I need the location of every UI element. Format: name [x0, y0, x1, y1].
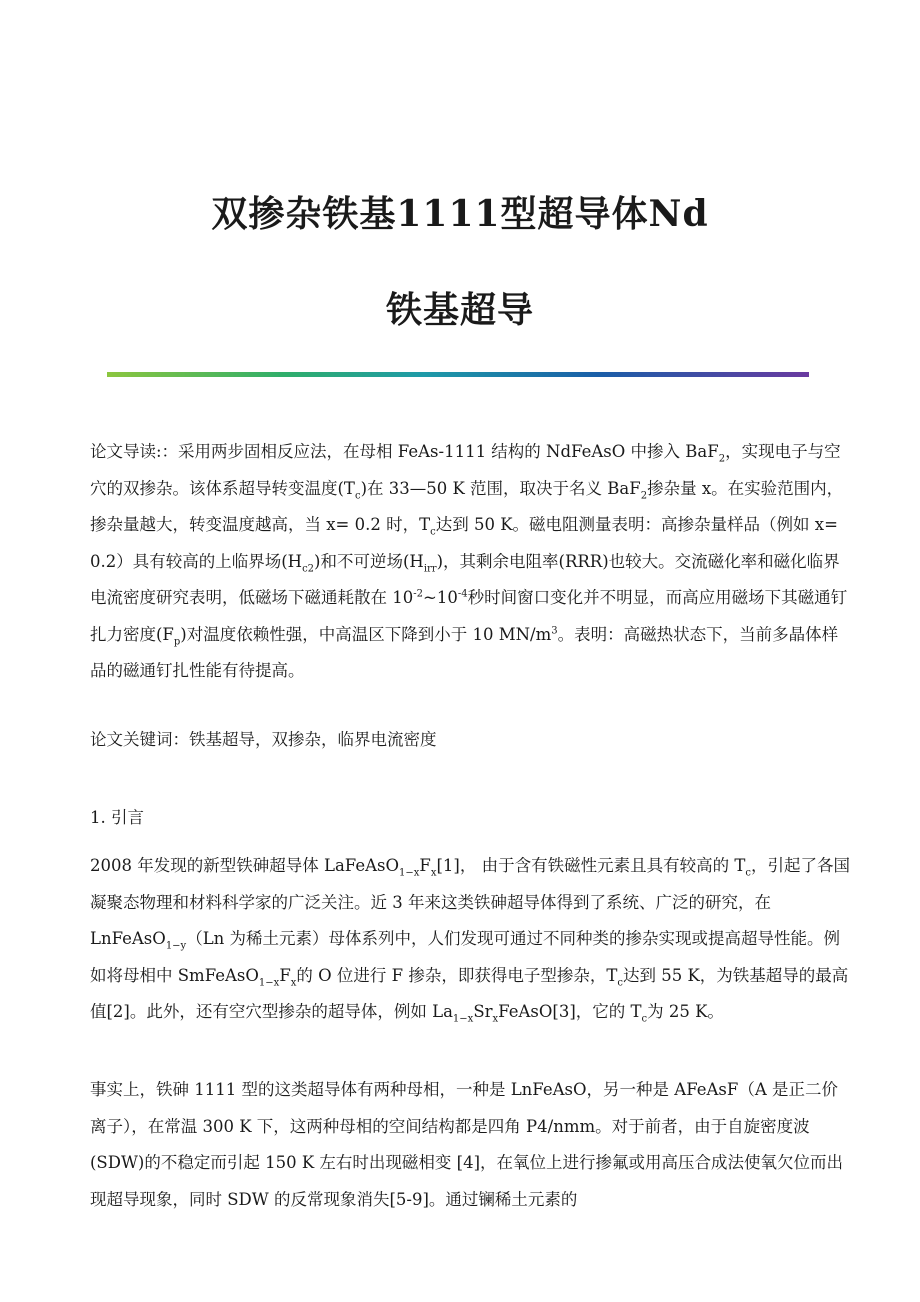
abstract-paragraph: 论文导读:：采用两步固相反应法，在母相 FeAs-1111 结构的 NdFeAsO 中掺入 BaF$_2$，实现电子与空穴的双掺杂。该体系超导转变温度$(T_c)$在 33—50 K 范围，取决于名义 BaF$_2$掺杂量 x。在实验范围内，掺杂量越大，转变温度越高，当 x= 0.2 时，$T_c$达到 50 K。磁电阻测量表明：高掺杂量样品（例如 x= 0.2）具有较高的上临界场$(H_{c2})$和不可逆场$(H_{irr})$，其剩余电阻率(RRR)也较大。交流磁化率和磁化临界电流密度研究表明，低磁场下磁通耗散在 $10^{-2}\sim 10^{-4}$秒时间窗口变化并不明显，而高应用磁场下其磁通钉扎力密度$(F_p)$对温度依赖性强，中高温区下降到小于 10 $MN/m^3$。表明：高磁热状态下，当前多晶体样品的磁通钉扎性能有待提高。 — [90, 442, 848, 680]
document-title-line2: 铁基超导 — [385, 289, 534, 331]
keywords-line: 论文关键词：铁基超导，双掺杂，临界电流密度 — [90, 730, 437, 749]
introduction-paragraph-2: 事实上，铁砷 1111 型的这类超导体有两种母相，一种是 LnFeAsO，另一种是 AFeAsF（A 是正二价离子），在常温 300 K 下，这两种母相的空间结构都是四角 P4/nmm。对于前者，由于自旋密度波(SDW)的不稳定而引起 150 K 左右时出现磁相变 [4]，在氧位上进行掺氟或用高压合成法使氧欠位而出现超导现象，同时 SDW 的反常现象消失[5-9]。通过镧稀土元素的 — [90, 1080, 844, 1209]
title-divider — [107, 372, 809, 377]
document-title-line1: 双掺杂铁基1111型超导体Nd — [211, 193, 709, 235]
section-heading-introduction: 1. 引言 — [90, 808, 144, 827]
introduction-paragraph-1: 2008 年发现的新型铁砷超导体 $LaFeAsO_{1-x}F_x[1]$， 由于含有铁磁性元素且具有较高的 $T_c$，引起了各国凝聚态物理和材料科学家的广泛关注。近 3 年来这类铁砷超导体得到了系统、广泛的研究，在 LnFeAsO$_{1-y}$（Ln 为稀土元素）母体系列中，人们发现可通过不同种类的掺杂实现或提高超导性能。例如将母相中 $SmFeAsO_{1-x}F_x$的 O 位进行 F 掺杂，即获得电子型掺杂，$T_c$达到 55 K，为铁基超导的最高值[2]。此外，还有空穴型掺杂的超导体，例如 $La_{1-x}Sr_xFeAsO[3]$，它的 $T_c$为 25 K。 — [90, 856, 850, 1025]
